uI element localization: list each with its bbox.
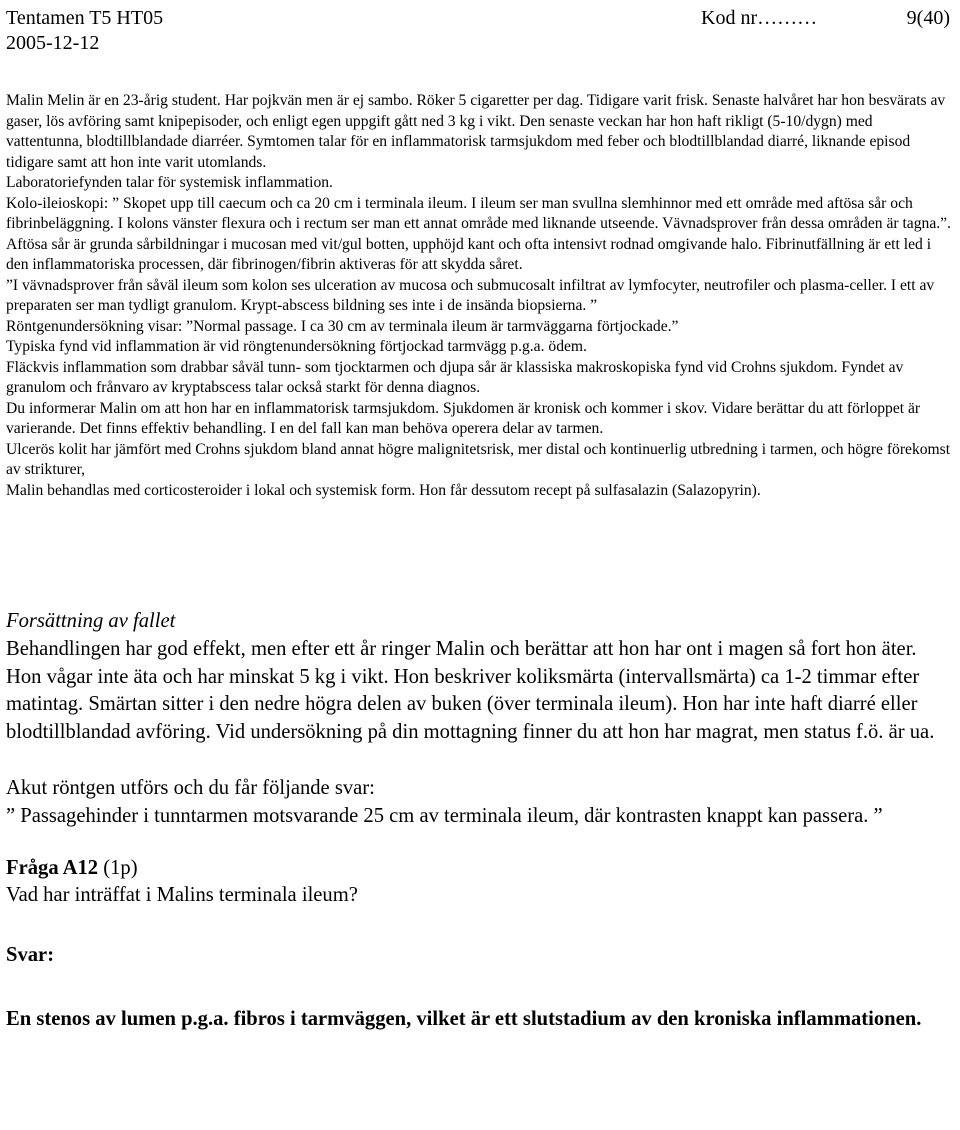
section-title: Forsättning av fallet: [6, 610, 176, 632]
question-heading: [6, 855, 956, 883]
answer-text: En stenos av lumen p.g.a. fibros i tarmväggen, vilket är ett slutstadium av den kroniska inflammationen.: [6, 1007, 922, 1030]
case-paragraph: Malin behandlas med corticosteroider i lokal och systemisk form. Hon får dessutom recept på sulfasalazin (Salazopyrin).: [6, 481, 761, 499]
question-title: Fråga A12: [6, 856, 99, 879]
case-paragraph: Typiska fynd vid inflammation är vid röngtenundersökning förtjockad tarmvägg p.g.a. ödem.: [6, 338, 587, 355]
case-paragraph: Kolo-ileioskopi: ” Skopet upp till caecum och ca 20 cm i terminala ileum. I ileum ser man svullna slemhinnor med ett område med aftösa sår och fibrinbeläggning. I kolons vänster flexura och i rectum ser man ett annat område med liknande utseende. Vävnadsprover från dessa områden är tagna.”. Aftösa sår är grunda sårbildningar i mucosan med vit/gul botten, upphöjd kant och ofta intensivt rodnad omgivande halo. Fibrinutfällning är ett led i den inflammatoriska processen, där fibrinogen/fibrin aktiveras för att skydda såret.: [6, 194, 951, 273]
xray-result: ” Passagehinder i tunntarmen motsvarande 25 cm av terminala ileum, där kontrasten knappt kan passera. ”: [6, 804, 883, 827]
case-paragraph: Malin Melin är en 23-årig student. Har pojkvän men är ej sambo. Röker 5 cigaretter per dag. Tidigare varit frisk. Senaste halvåret har hon besvärats av gaser, lös avföring samt knipepisoder, och enligt egen uppgift gått ned 3 kg i vikt. Den senaste veckan har hon haft rikligt (5-10/dygn) med vattentunna, blodtillblandade diarréer. Symtomen talar för en inflammatorisk tarmsjukdom med feber och blodtillblandad diarré, liknande episod tidigare samt att hon inte varit utomlands.: [6, 92, 946, 171]
question-text: Vad har inträffat i Malins terminala ileum?: [6, 884, 358, 907]
header-row-date: [6, 31, 950, 56]
question-points: (1p): [98, 856, 138, 879]
case-paragraph: Du informerar Malin om att hon har en inflammatorisk tarmsjukdom. Sjukdomen är kronisk och kommer i skov. Vidare berättar du att förloppet är varierande. Det finns effektiv behandling. I en del fall kan man behöva operera delar av tarmen.: [6, 399, 921, 437]
case-paragraph: Röntgenundersökning visar: ”Normal passage. I ca 30 cm av terminala ileum är tarmväggarna förtjockade.”: [6, 317, 679, 335]
xray-intro: Akut röntgen utförs och du får följande svar:: [6, 776, 375, 799]
exam-title: Tentamen T5 HT05: [6, 7, 164, 29]
exam-date: 2005-12-12: [6, 32, 100, 54]
page-header: [6, 6, 950, 56]
code-number-label: Kod nr………: [701, 7, 818, 29]
case-paragraph: ”I vävnadsprover från såväl ileum som kolon ses ulceration av mucosa och submucosalt infiltrat av lymfocyter, neutrofiler och plasma-celler. I ett av preparaten ser man tydligt granulom. Krypt-abscess bildning ses inte i de insända biopsierna. ”: [6, 276, 935, 314]
answer-label: Svar:: [6, 944, 55, 967]
page-number: 9(40): [906, 7, 950, 29]
case-paragraph: Ulcerös kolit har jämfört med Crohns sjukdom bland annat högre malignitetsrisk, mer distal och kontinuerlig utbredning i tarmen, och högre förekomst av strikturer,: [6, 440, 951, 478]
case-continuation: [6, 608, 956, 1034]
case-description: [6, 91, 951, 501]
case-paragraph: Fläckvis inflammation som drabbar såväl tunn- som tjocktarmen och djupa sår är klassiska makroskopiska fynd vid Crohns sjukdom. Fyndet av granulom och frånvaro av kryptabscess talar också starkt för denna diagnos.: [6, 358, 904, 396]
continuation-text: Behandlingen har god effekt, men efter ett år ringer Malin och berättar att hon har ont i magen så fort hon äter. Hon vågar inte äta och har minskat 5 kg i vikt. Hon beskriver koliksmärta (intervallsmärta) ca 1-2 timmar efter matintag. Smärtan sitter i den nedre högra delen av buken (över terminala ileum). Hon har inte haft diarré eller blodtillblandad avföring. Vid undersökning på din mottagning finner du att hon har magrat, men status f.ö. är ua.: [6, 637, 935, 744]
header-row-top: [6, 6, 950, 31]
case-paragraph: Laboratoriefynden talar för systemisk inflammation.: [6, 174, 333, 191]
